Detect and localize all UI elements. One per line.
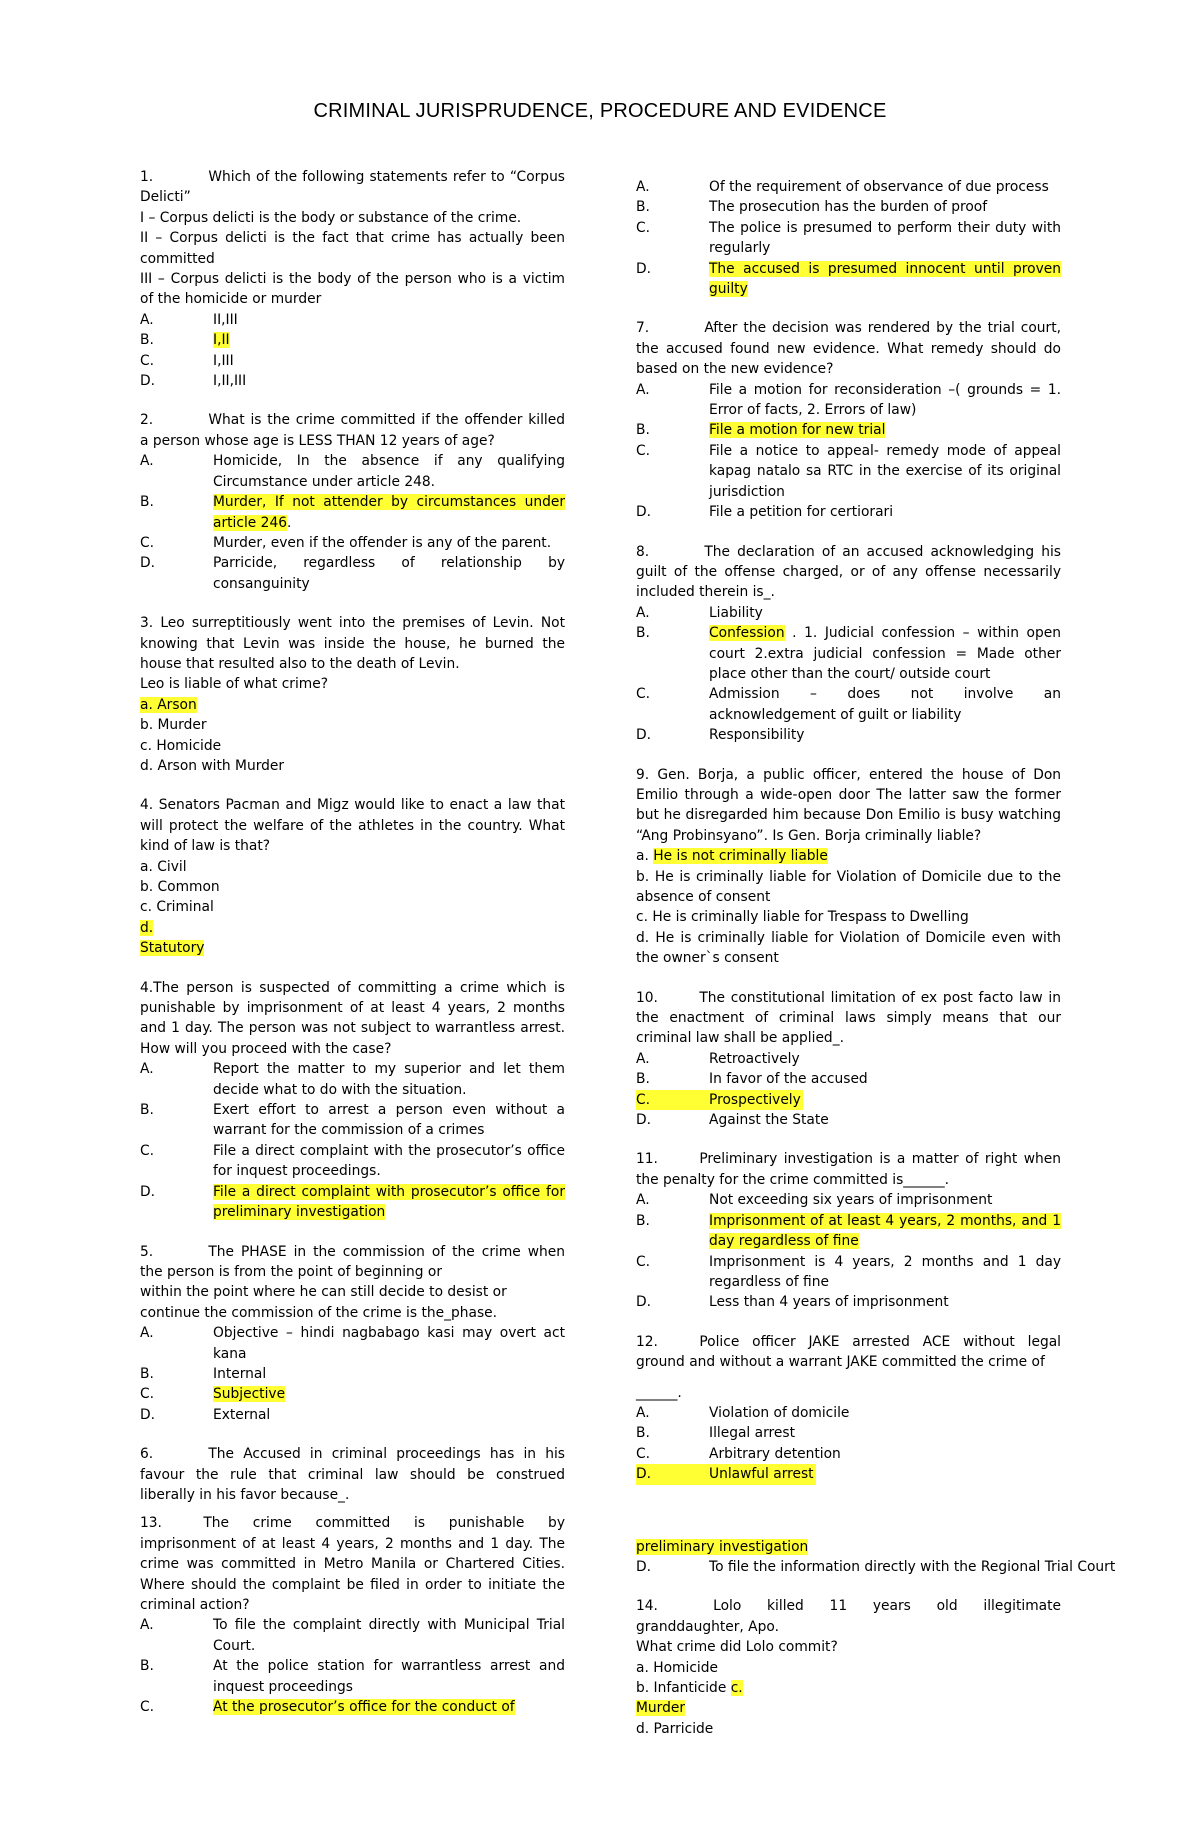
- question-stem: 14. Lolo killed 11 years old illegitimate granddaughter, Apo.: [636, 1598, 1061, 1635]
- question-ask: Leo is liable of what crime?: [140, 676, 329, 693]
- option-d: D. File a direct complaint with prosecutor’s office for preliminary investigation: [140, 1183, 565, 1221]
- option-a: A. II,III: [140, 311, 238, 328]
- question-stem: 9. Gen. Borja, a public officer, entered the house of Don Emilio through a wide-open door The latter saw the former but he disregarded him because Don Emilio is busy watching “Ang Probinsyano”. Is Gen. Borja criminally liable?: [636, 766, 1061, 844]
- question-4b: [140, 978, 565, 1223]
- option-c: C. Subjective: [140, 1386, 286, 1403]
- option-c: [636, 1698, 1061, 1718]
- option-b: b. Infanticide c.: [636, 1680, 743, 1696]
- option-d: D. To file the information directly with the Regional Trial Court: [636, 1558, 1116, 1575]
- question-stem: 5. The PHASE in the commission of the crime when the person is from the point of beginning or: [140, 1243, 565, 1280]
- question-stem: 7. After the decision was rendered by the trial court, the accused found new evidence. What remedy should do based on the new evidence?: [636, 320, 1061, 378]
- option-a: A. To file the complaint directly with Municipal Trial Court.: [140, 1617, 565, 1654]
- question-stem: 1. Which of the following statements refer to “Corpus Delicti”: [140, 169, 565, 206]
- answer-highlight: a. Arson: [140, 696, 197, 713]
- question-7: [636, 318, 1061, 522]
- answer-highlight: Unlawful arrest: [709, 1466, 814, 1483]
- answer-highlight: At the prosecutor’s office for the conduct of: [213, 1699, 515, 1716]
- page-title: CRIMINAL JURISPRUDENCE, PROCEDURE AND EVIDENCE: [313, 100, 887, 122]
- option-c: C. The police is presumed to perform their duty with regularly: [636, 219, 1061, 257]
- option-a: A. Objective – hindi nagbabago kasi may overt act kana: [140, 1325, 565, 1362]
- option-b: b. Murder: [140, 717, 207, 734]
- question-1: [140, 167, 565, 391]
- answer-highlight: The accused is presumed innocent until proven guilty: [709, 260, 1061, 298]
- option-b: B. In favor of the accused: [636, 1071, 868, 1088]
- answer-highlight: Statutory: [140, 940, 205, 957]
- option-a: A. Report the matter to my superior and let them decide what to do with the situation.: [140, 1061, 565, 1098]
- question-stem: 3. Leo surreptitiously went into the premises of Levin. Not knowing that Levin was inside the house, he burned the house that resulted also to the death of Levin.: [140, 615, 565, 672]
- option-d: D. Against the State: [636, 1112, 829, 1129]
- option-d: D. File a petition for certiorari: [636, 504, 894, 521]
- option-b: B. I,II: [140, 332, 230, 349]
- option-c: c. He is criminally liable for Trespass to Dwelling: [636, 909, 969, 926]
- question-5: [140, 1242, 565, 1426]
- answer-highlight: Confession: [709, 625, 785, 642]
- question-stem: 4.The person is suspected of committing a crime which is punishable by imprisonment of at least 4 years, 2 months and 1 day. The person was not subject to warrantless arrest. How will you proceed with the case?: [140, 979, 565, 1057]
- answer-highlight: Imprisonment of at least 4 years, 2 months, and 1 day regardless of fine: [709, 1212, 1061, 1250]
- option-a: [140, 695, 565, 715]
- answer-highlight: Prospectively: [709, 1091, 801, 1108]
- option-b: B. Confession . 1. Judicial confession – within open court 2.extra judicial confession = Made other place other than the court/ outside court: [636, 625, 1061, 682]
- question-13: [140, 1513, 565, 1717]
- option-c: c. Homicide: [140, 737, 222, 754]
- statement: I – Corpus delicti is the body or substance of the crime.: [140, 209, 522, 226]
- option-a: A. Liability: [636, 604, 763, 621]
- question-stem: 11. Preliminary investigation is a matter of right when the penalty for the crime committed is______.: [636, 1151, 1061, 1188]
- option-d: [140, 938, 565, 958]
- answer-highlight: Murder: [636, 1700, 685, 1717]
- option-d: D. Less than 4 years of imprisonment: [636, 1294, 949, 1311]
- option-a: A. Retroactively: [636, 1050, 800, 1067]
- question-stem: 2. What is the crime committed if the offender killed a person whose age is LESS THAN 12 years of age?: [140, 412, 565, 449]
- left-column: [140, 167, 565, 1717]
- option-b: b. Common: [140, 879, 220, 895]
- answer-highlight: He is not criminally liable: [653, 848, 828, 865]
- statement: II – Corpus delicti is the fact that crime has actually been committed: [140, 230, 565, 267]
- option-c: C. Imprisonment is 4 years, 2 months and 1 day regardless of fine: [636, 1253, 1061, 1290]
- option-b: b. He is criminally liable for Violation of Domicile due to the absence of consent: [636, 868, 1061, 905]
- question-ask: What crime did Lolo commit?: [636, 1639, 838, 1656]
- question-12: [636, 1332, 1061, 1485]
- answer-highlight: Subjective: [213, 1386, 286, 1403]
- answer-highlight: Murder, If not attender by circumstances under article 246: [213, 494, 565, 531]
- answer-blank: ______.: [636, 1384, 682, 1401]
- option-b: B. At the police station for warrantless arrest and inquest proceedings: [140, 1658, 565, 1695]
- option-a: A. Not exceeding six years of imprisonment: [636, 1192, 993, 1209]
- question-6-options: [636, 177, 1061, 299]
- option-d: D. Parricide, regardless of relationship by consanguinity: [140, 555, 565, 592]
- question-stem: 12. Police officer JAKE arrested ACE without legal ground and without a warrant JAKE committed the crime of: [636, 1333, 1061, 1371]
- option-d: D. I,II,III: [140, 373, 247, 390]
- question-stem: 4. Senators Pacman and Migz would like to enact a law that will protect the welfare of the athletes in the country. What kind of law is that?: [140, 797, 565, 855]
- question-stem: 13. The crime committed is punishable by imprisonment of at least 4 years, 2 months and 1 day. The crime was committed in Metro Manila or Chartered Cities. Where should the complaint be filed in order to initiate the criminal action?: [140, 1515, 565, 1613]
- option-a: a. He is not criminally liable: [636, 848, 828, 865]
- option-c: C. File a direct complaint with the prosecutor’s office for inquest proceedings.: [140, 1142, 565, 1180]
- question-stem: 6. The Accused in criminal proceedings has in his favour the rule that criminal law should be construed liberally in his favor because_.: [140, 1446, 565, 1503]
- option-d-key: d.: [140, 919, 154, 936]
- answer-highlight: preliminary investigation: [636, 1538, 809, 1555]
- option-a: A. Violation of domicile: [636, 1404, 850, 1421]
- question-14: [636, 1596, 1061, 1739]
- option-d: D. Responsibility: [636, 727, 805, 744]
- question-stem: 8. The declaration of an accused acknowledging his guilt of the offense charged, or of any offense necessarily included therein is_.: [636, 543, 1061, 601]
- question-8: [636, 542, 1061, 746]
- statement: III – Corpus delicti is the body of the person who is a victim of the homicide or murder: [140, 271, 565, 308]
- option-c: C. Admission – does not involve an acknowledgement of guilt or liability: [636, 686, 1061, 723]
- option-c: C. Murder, even if the offender is any of the parent.: [140, 534, 552, 551]
- question-stem: 10. The constitutional limitation of ex post facto law in the enactment of criminal laws simply means that our criminal law shall be applied_.: [636, 989, 1061, 1047]
- option-b: B. Exert effort to arrest a person even without a warrant for the commission of a crimes: [140, 1102, 565, 1139]
- option-b: B. Internal: [140, 1365, 267, 1382]
- question-stem: within the point where he can still decide to desist or: [140, 1284, 507, 1301]
- option-d: D. External: [140, 1406, 271, 1423]
- option-c: c. Criminal: [140, 899, 214, 916]
- option-a: a. Civil: [140, 858, 187, 875]
- option-a: A. Homicide, In the absence if any qualifying Circumstance under article 248.: [140, 453, 565, 490]
- option-a: A. File a motion for reconsideration –( grounds = 1. Error of facts, 2. Errors of law): [636, 381, 1061, 419]
- question-2: [140, 410, 565, 594]
- option-b: B. The prosecution has the burden of proof: [636, 199, 988, 216]
- option-c: C. Prospectively: [636, 1090, 803, 1110]
- option-a: A. Of the requirement of observance of due process: [636, 179, 1049, 195]
- right-column: [636, 177, 1116, 1758]
- option-a: a. Homicide: [636, 1659, 718, 1676]
- option-c: C. I,III: [140, 352, 234, 369]
- question-13-continued: [636, 1537, 1116, 1578]
- answer-highlight: File a motion for new trial: [709, 422, 886, 439]
- answer-highlight: File a direct complaint with prosecutor’s office for preliminary investigation: [213, 1183, 565, 1221]
- option-b: B. Illegal arrest: [636, 1425, 795, 1442]
- option-d: D. Unlawful arrest: [636, 1464, 816, 1484]
- option-b: B. Murder, If not attender by circumstances under article 246.: [140, 494, 565, 531]
- option-c: C. At the prosecutor’s office for the conduct of: [140, 1699, 515, 1716]
- question-3: [140, 613, 565, 776]
- option-b: B. Imprisonment of at least 4 years, 2 months, and 1 day regardless of fine: [636, 1212, 1061, 1250]
- answer-highlight: I,II: [213, 332, 230, 349]
- question-stem: continue the commission of the crime is the_phase.: [140, 1304, 498, 1321]
- option-d: d. Arson with Murder: [140, 757, 285, 774]
- option-c: C. File a notice to appeal- remedy mode of appeal kapag natalo sa RTC in the exercise of its original jurisdiction: [636, 442, 1061, 500]
- question-6: [140, 1444, 565, 1505]
- question-9: [636, 765, 1061, 969]
- question-10: [636, 988, 1061, 1131]
- question-11: [636, 1149, 1061, 1312]
- option-d: d. Parricide: [636, 1720, 714, 1737]
- option-d: d. He is criminally liable for Violation of Domicile even with the owner`s consent: [636, 929, 1061, 967]
- option-d: D. The accused is presumed innocent until proven guilty: [636, 260, 1061, 298]
- question-4: [140, 795, 565, 958]
- option-c: C. Arbitrary detention: [636, 1445, 841, 1462]
- option-b: B. File a motion for new trial: [636, 422, 886, 439]
- option-c-continued: [636, 1537, 1061, 1557]
